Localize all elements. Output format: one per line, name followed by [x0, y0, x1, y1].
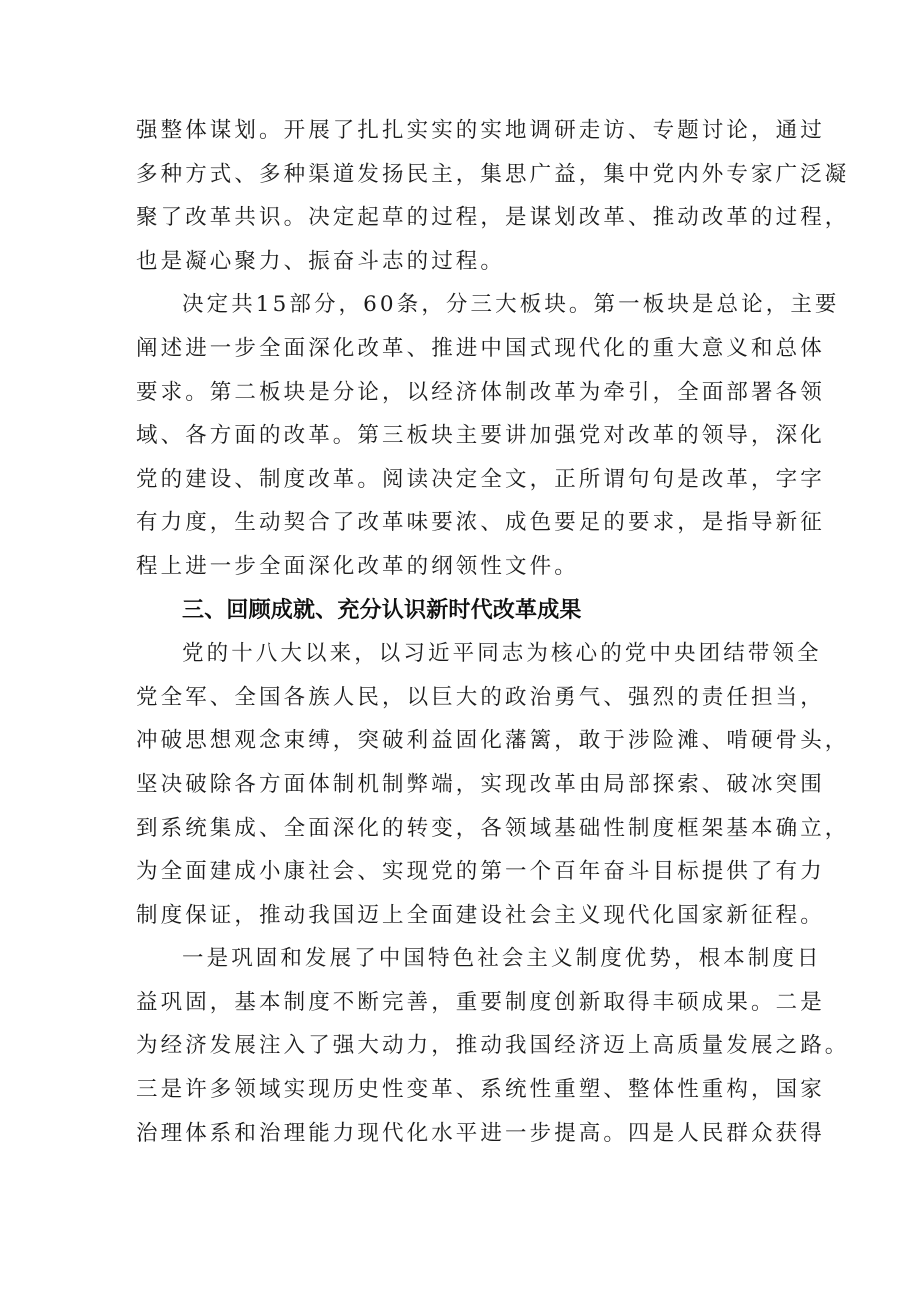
paragraph-line: 党的十八大以来，以习近平同志为核心的党中央团结带领全 — [182, 641, 822, 667]
paragraph-line: 强整体谋划。开展了扎扎实实的实地调研走访、专题讨论，通过 — [136, 118, 825, 143]
paragraph-line: 多种方式、多种渠道发扬民主，集思广益，集中党内外专家广泛凝 — [136, 161, 850, 187]
paragraph-line: 益巩固，基本制度不断完善，重要制度创新取得丰硕成果。二是 — [136, 989, 825, 1015]
paragraph-line: 为全面建成小康社会、实现党的第一个百年奋斗目标提供了有力 — [136, 859, 825, 885]
paragraph-line: 一是巩固和发展了中国特色社会主义制度优势，根本制度日 — [182, 946, 822, 972]
paragraph-line: 阐述进一步全面深化改革、推进中国式现代化的重大意义和总体 — [136, 335, 825, 361]
paragraph-2 — [136, 283, 840, 588]
paragraph-line: 有力度，生动契合了改革味要浓、成色要足的要求，是指导新征 — [136, 510, 825, 536]
paragraph-line: 要求。第二板块是分论，以经济体制改革为牵引，全面部署各领 — [136, 379, 825, 405]
paragraph-line: 制度保证，推动我国迈上全面建设社会主义现代化国家新征程。 — [136, 902, 825, 928]
paragraph-line: 党全军、全国各族人民，以巨大的政治勇气、强烈的责任担当， — [136, 684, 825, 710]
document-body — [136, 109, 850, 1155]
paragraph-line: 为经济发展注入了强大动力，推动我国经济迈上高质量发展之路。 — [136, 1033, 850, 1059]
section-heading: 三、回顾成就、充分认识新时代改革成果 — [182, 597, 582, 623]
paragraph-line: 程上进一步全面深化改革的纲领性文件。 — [136, 553, 579, 579]
paragraph-line: 党的建设、制度改革。阅读决定全文，正所谓句句是改革，字字 — [136, 466, 825, 492]
paragraph-1 — [136, 109, 850, 283]
paragraph-line: 域、各方面的改革。第三板块主要讲加强党对改革的领导，深化 — [136, 423, 825, 449]
paragraph-line: 冲破思想观念束缚，突破利益固化藩篱，敢于涉险滩、啃硬骨头， — [136, 728, 850, 754]
paragraph-line: 三是许多领域实现历史性变革、系统性重塑、整体性重构，国家 — [136, 1077, 825, 1103]
paragraph-line: 也是凝心聚力、振奋斗志的过程。 — [136, 248, 506, 274]
paragraph-line: 治理体系和治理能力现代化水平进一步提高。四是人民群众获得 — [136, 1120, 825, 1146]
paragraph-line: 到系统集成、全面深化的转变，各领域基础性制度框架基本确立， — [136, 815, 850, 841]
paragraph-4 — [136, 937, 850, 1155]
paragraph-3 — [136, 632, 850, 937]
paragraph-line: 坚决破除各方面体制机制弊端，实现改革由局部探索、破冰突围 — [136, 771, 825, 797]
paragraph-line: 聚了改革共识。决定起草的过程，是谋划改革、推动改革的过程， — [136, 205, 850, 231]
paragraph-line: 决定共15部分，60条，分三大板块。第一板块是总论，主要 — [182, 292, 840, 318]
